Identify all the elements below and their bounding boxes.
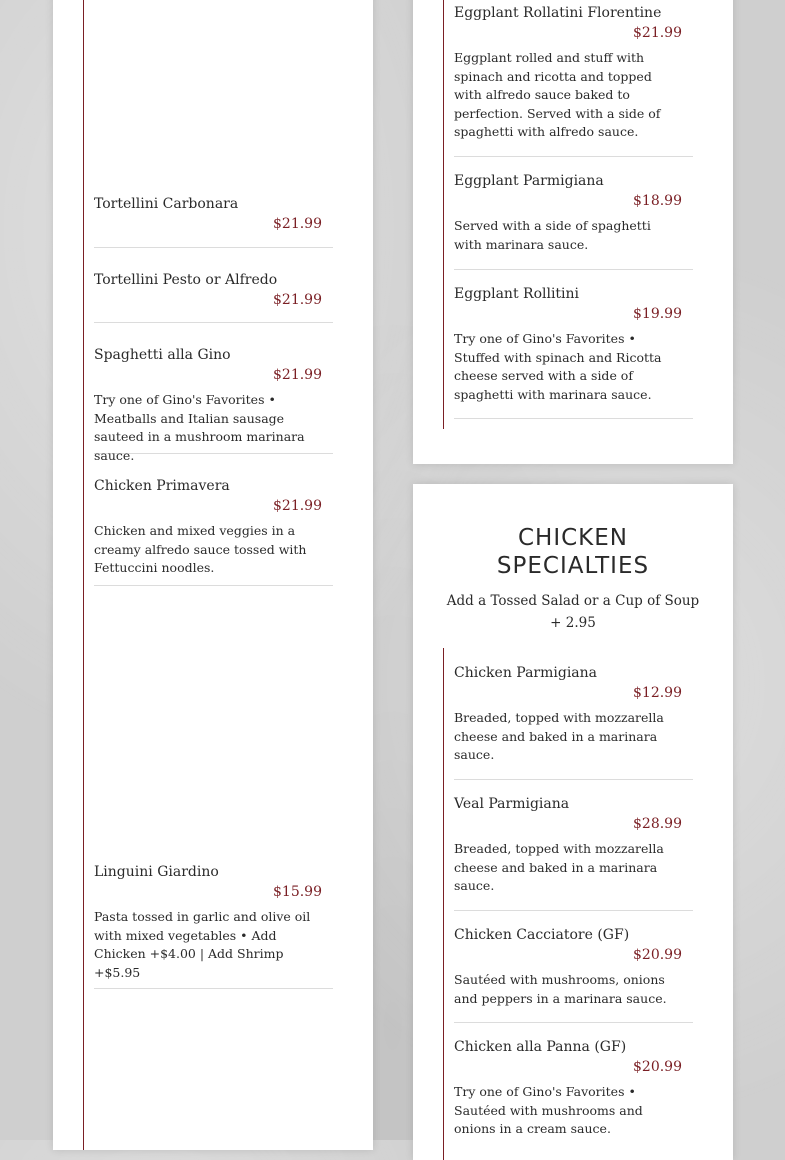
accent-line [443,0,444,429]
item-name: Tortellini Carbonara [94,196,239,212]
item-description: Sautéed with mushrooms, onions and peppers in a marinara sauce. [454,972,667,1006]
pasta-card [53,0,373,1150]
eggplant-card [413,0,733,464]
item-price: $21.99 [273,292,322,308]
section-subtitle: Add a Tossed Salad or a Cup of Soup + 2.95 [446,593,700,631]
menu-item [454,1038,693,1150]
item-description: Chicken and mixed veggies in a creamy alfredo sauce tossed with Fettuccini noodles. [94,523,307,576]
item-name: Chicken Cacciatore (GF) [454,927,630,943]
item-price: $18.99 [633,193,682,209]
item-description: Breaded, topped with mozzarella cheese and baked in a marinara sauce. [454,710,664,763]
menu-item [94,477,333,586]
item-description: Pasta tossed in garlic and olive oil with mixed vegetables • Add Chicken +$4.00 | Add Shrimp +$5.95 [94,909,311,980]
menu-item [94,346,333,463]
menu-item [454,926,693,1023]
item-price: $21.99 [273,498,322,514]
menu-item [454,664,693,780]
item-description: Served with a side of spaghetti with marinara sauce. [454,218,651,252]
item-price: $19.99 [633,306,682,322]
menu-item [94,195,333,248]
item-name: Linguini Giardino [94,864,219,880]
chicken-specialties-card [413,484,733,1160]
item-price: $20.99 [633,947,682,963]
item-price: $21.99 [273,216,322,232]
item-price: $15.99 [273,884,322,900]
item-name: Tortellini Pesto or Alfredo [94,272,278,288]
item-description: Try one of Gino's Favorites • Meatballs and Italian sausage sauteed in a mushroom marinara sauce. [94,392,305,463]
section-title-line: CHICKEN [517,525,629,551]
item-name: Veal Parmigiana [454,796,570,812]
item-price: $28.99 [633,816,682,832]
section-title-line: SPECIALTIES [496,553,650,579]
menu-item [454,4,693,157]
item-name: Eggplant Rollatini Florentine [454,5,662,21]
menu-item [94,863,333,989]
item-price: $20.99 [633,1059,682,1075]
item-name: Chicken alla Panna (GF) [454,1039,627,1055]
item-description: Try one of Gino's Favorites • Sautéed with mushrooms and onions in a cream sauce. [454,1084,643,1137]
item-name: Chicken Primavera [94,478,230,494]
item-price: $12.99 [633,685,682,701]
accent-line [443,648,444,1160]
item-name: Eggplant Rollitini [454,286,580,302]
item-description: Try one of Gino's Favorites • Stuffed with spinach and Ricotta cheese served with a side of spaghetti with marinara sauce. [454,331,662,402]
menu-item [454,795,693,911]
item-price: $21.99 [633,25,682,41]
menu-item [454,172,693,270]
menu-item [94,271,333,323]
item-description: Breaded, topped with mozzarella cheese and baked in a marinara sauce. [454,841,664,894]
item-description: Eggplant rolled and stuff with spinach and ricotta and topped with alfredo sauce baked to perfection. Served with a side of spaghetti with alfredo sauce. [454,50,661,140]
item-name: Spaghetti alla Gino [94,347,231,363]
item-name: Chicken Parmigiana [454,665,598,681]
accent-line [83,0,84,1150]
menu-item [454,285,693,419]
item-price: $21.99 [273,367,322,383]
item-name: Eggplant Parmigiana [454,173,604,189]
section-title [413,524,733,580]
